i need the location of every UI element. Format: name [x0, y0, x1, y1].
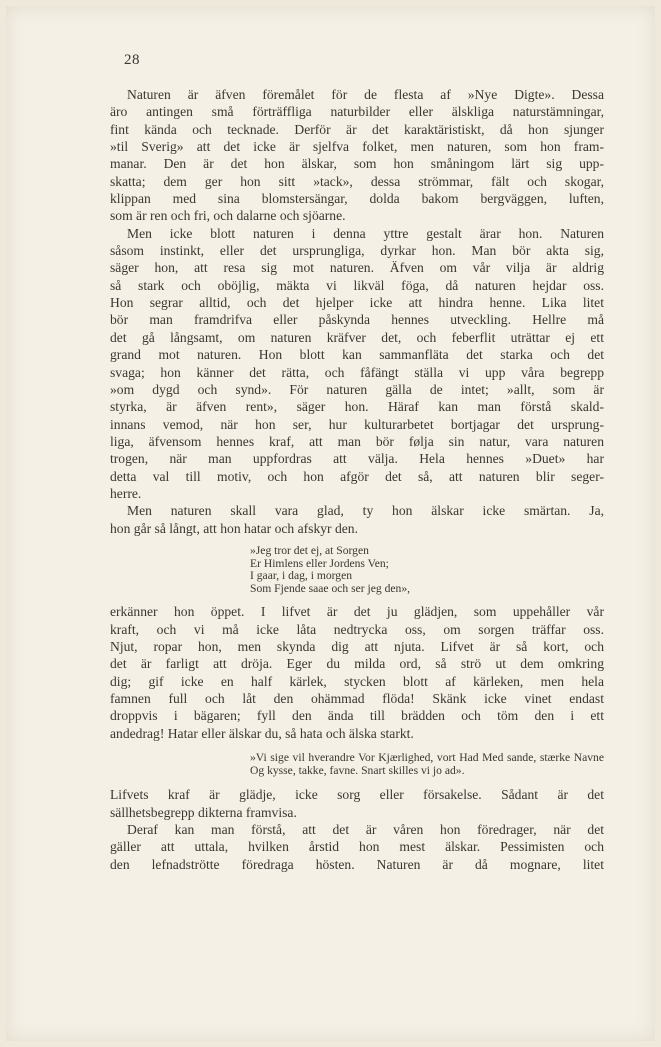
poem-line: »Vi sige vil hverandre — [250, 751, 355, 765]
poem-line: »Jeg tror det ej, at Sorgen — [250, 543, 369, 557]
text-line: skatta; dem ger hon sitt »tack», dessa strömmar, fält och skogar, — [110, 173, 604, 189]
text-line: Njut, ropar hon, men skynda dig att njuta. Lifvet är så kort, och — [110, 639, 604, 654]
text-line: bör man framdrifva eller påskynda hennes utveckling. Hellre må — [110, 312, 604, 328]
page-body-text — [110, 86, 604, 873]
text-line: fint kända och tecknade. Derför är det karaktäristiskt, då hon sjunger — [110, 121, 604, 137]
text-line: Men icke blott naturen i denna yttre gestalt ärar hon. Naturen — [127, 225, 604, 241]
text-line: äro antingen små förträffliga naturbilder eller älskliga naturstämningar, — [110, 104, 604, 120]
text-line: det gå långsamt, om naturen kräfver det, och feberflit uträttar ej ett — [110, 329, 604, 345]
poem-line: Med sande, stærke Navne — [482, 751, 604, 765]
paragraph-3 — [110, 502, 604, 537]
paragraph-4 — [110, 603, 604, 742]
text-line: det är farligt att dröja. Eger du milda ord, så strö ut dem omkring — [110, 656, 604, 672]
poem-line: Vor Kjærlighed, vort Had — [358, 751, 479, 765]
page-number: 28 — [124, 52, 140, 68]
text-line: såsom instinkt, eller det ursprungliga, dyrkar hon. Man bör akta sig, — [110, 243, 604, 259]
poem-quote-1 — [250, 545, 604, 595]
text-line: famnen full och låt den ohämmad flöda! Skänk icke vinet endast — [110, 691, 604, 707]
text-line: så stark och oböjlig, mäkta vi likväl föga, då naturen hejdar oss. — [110, 277, 604, 293]
text-line: droppvis i bägaren; fyll den ända till brädden och töm den i ett — [110, 708, 604, 724]
paragraph-2 — [110, 225, 604, 503]
text-line: erkänner hon öppet. I lifvet är det ju glädjen, som uppehåller vår — [110, 604, 604, 620]
text-line: trogen, när man uppfordras att välja. Hela hennes »Duet» har — [110, 451, 604, 467]
paragraph-6 — [110, 821, 604, 873]
text-line: grand mot naturen. Hon blott kan sammanfläta det starka och det — [110, 347, 604, 363]
text-line: svaga; hon känner det rätta, och fåfängt ställa vi upp våra begrepp — [110, 364, 604, 380]
poem-line: Snart skilles vi jo ad». — [361, 764, 465, 778]
poem-line: Og kysse, takke, favne. — [250, 764, 359, 778]
text-line: Hon segrar alltid, och det hjelper icke att hindra henne. Lika litet — [110, 295, 604, 311]
text-line: dig; gif icke en half kärlek, stycken blott af kärleken, men hela — [110, 673, 604, 689]
text-line: hon går så långt, att hon hatar och afskyr den. — [110, 520, 359, 536]
text-line: andedrag! Hatar eller älskar du, så hata och älska starkt. — [110, 725, 414, 741]
text-line: »til Sverig» att det icke är sjelfva folket, men naturen, som hon fram- — [110, 139, 604, 155]
paragraph-5 — [110, 786, 604, 821]
text-line: Naturen är äfven föremålet för de flesta af »Nye Digte». Dessa — [127, 87, 604, 102]
book-page — [6, 6, 655, 1041]
text-line: Deraf kan man förstå, att det är våren hon föredrager, när det — [127, 821, 604, 837]
text-line: klippan med sina blomstersängar, dolda bakom bergväggen, luften, — [110, 191, 604, 207]
text-line: Men naturen skall vara glad, ty hon älskar icke smärtan. Ja, — [127, 503, 604, 519]
paragraph-1 — [110, 86, 604, 225]
text-line: som är ren och fri, och dalarne och sjöarne. — [110, 208, 346, 224]
text-line: sällhetsbegrepp dikterna framvisa. — [110, 804, 297, 820]
text-line: Lifvets kraf är glädje, icke sorg eller försakelse. Sådant är det — [110, 787, 604, 803]
text-line: säger hon, att resa sig mot naturen. Äfven om vår vilja är aldrig — [110, 260, 604, 276]
text-line: innans vemod, när hon ser, hur kulturarbetet bortjagar det ursprung- — [110, 416, 604, 432]
text-line: detta val till motiv, och hon afgör det så, att naturen blir seger- — [110, 468, 604, 484]
poem-line: Som Fjende saae och ser jeg den», — [250, 581, 411, 595]
poem-line: Er Himlens eller Jordens Ven; — [250, 556, 389, 570]
text-line: manar. Den är det hon älskar, som hon småningom lärt sig upp- — [110, 156, 604, 172]
text-line: »om dygd och synd». För naturen gälla de intet; »allt, som är — [110, 381, 604, 397]
text-line: herre. — [110, 485, 142, 501]
text-line: den lefnadströtte föredraga hösten. Naturen är då mognare, litet — [110, 856, 604, 872]
text-line: styrka, är äfven rent», säger hon. Häraf kan man förstå skald- — [110, 399, 604, 415]
poem-line: I gaar, i dag, i morgen — [250, 569, 353, 583]
text-line: kraft, och vi må icke låta nedtrycka oss, om sorgen träffar oss. — [110, 621, 604, 637]
text-line: liga, äfvensom hennes kraf, att man bör følja sin natur, vara naturen — [110, 433, 604, 449]
text-line: gäller att uttala, hvilken årstid hon mest älskar. Pessimisten och — [110, 839, 604, 855]
poem-quote-2 — [250, 751, 604, 777]
